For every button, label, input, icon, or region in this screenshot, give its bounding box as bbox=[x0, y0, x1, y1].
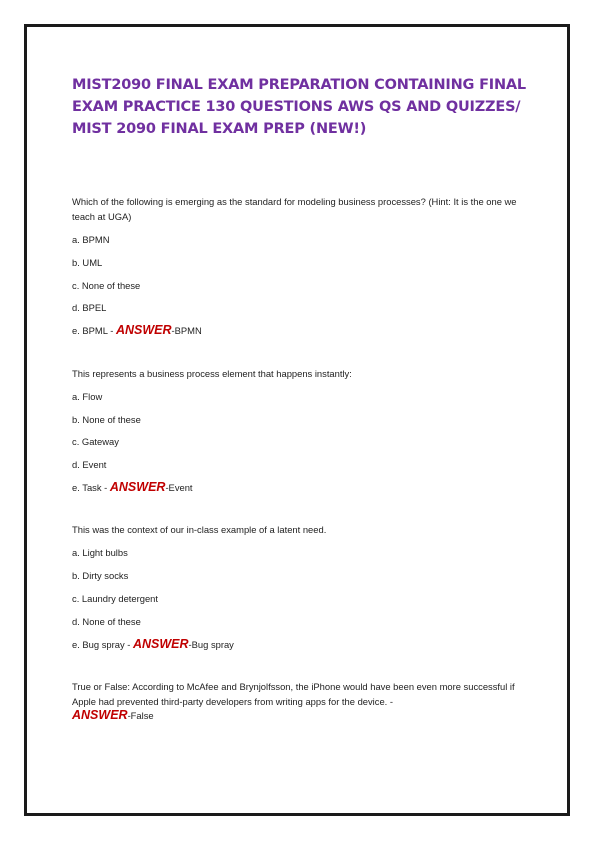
option-c: c. Laundry detergent bbox=[72, 593, 158, 604]
question-1 bbox=[72, 194, 532, 338]
answer-line bbox=[72, 709, 532, 723]
document-title: MIST2090 FINAL EXAM PREPARATION CONTAINING FINAL EXAM PRACTICE 130 QUESTIONS AWS QS AND QUIZZES/ MIST 2090 FINAL EXAM PREP (NEW!) bbox=[72, 77, 526, 137]
question-text: This represents a business process element that happens instantly: bbox=[72, 367, 352, 379]
option-e-with-answer bbox=[72, 324, 532, 338]
option-a: a. Flow bbox=[72, 390, 103, 402]
answer-marker: ANSWER bbox=[115, 323, 172, 338]
question-text: This was the context of our in-class example of a latent need. bbox=[72, 524, 327, 536]
answer-marker: ANSWER bbox=[72, 708, 128, 723]
answer-value: -Event bbox=[165, 481, 193, 493]
option-d: d. None of these bbox=[72, 615, 141, 627]
option-d: d. BPEL bbox=[72, 302, 107, 314]
option-c: c. None of these bbox=[72, 279, 141, 291]
option-b: b. UML bbox=[72, 256, 103, 268]
answer-marker: ANSWER bbox=[132, 636, 189, 651]
document-content bbox=[72, 74, 532, 751]
answer-value: -False bbox=[127, 710, 154, 722]
option-d: d. Event bbox=[72, 459, 107, 471]
question-text: True or False: According to McAfee and Brynjolfsson, the iPhone would have been even more successful if Apple had prevented third-party developers from writing apps for the device. - bbox=[72, 681, 515, 708]
option-e-with-answer bbox=[72, 638, 532, 652]
question-list bbox=[72, 194, 532, 723]
option-e: e. BPML - bbox=[72, 325, 116, 337]
option-b: b. Dirty socks bbox=[72, 570, 129, 582]
answer-value: -Bug spray bbox=[188, 638, 234, 650]
option-a: a. BPMN bbox=[72, 234, 110, 245]
answer-marker: ANSWER bbox=[109, 479, 166, 494]
option-e: e. Task - bbox=[72, 481, 110, 493]
question-text: Which of the following is emerging as the standard for modeling business processes? (Hint: It is the one we teach at UGA) bbox=[72, 196, 517, 222]
option-a: a. Light bulbs bbox=[72, 547, 128, 559]
question-4 bbox=[72, 679, 532, 723]
option-e: e. Bug spray - bbox=[72, 638, 133, 650]
option-b: b. None of these bbox=[72, 413, 141, 425]
answer-value: -BPMN bbox=[171, 325, 202, 337]
option-c: c. Gateway bbox=[72, 436, 119, 448]
question-2 bbox=[72, 366, 532, 495]
option-e-with-answer bbox=[72, 481, 532, 495]
question-3 bbox=[72, 522, 532, 651]
